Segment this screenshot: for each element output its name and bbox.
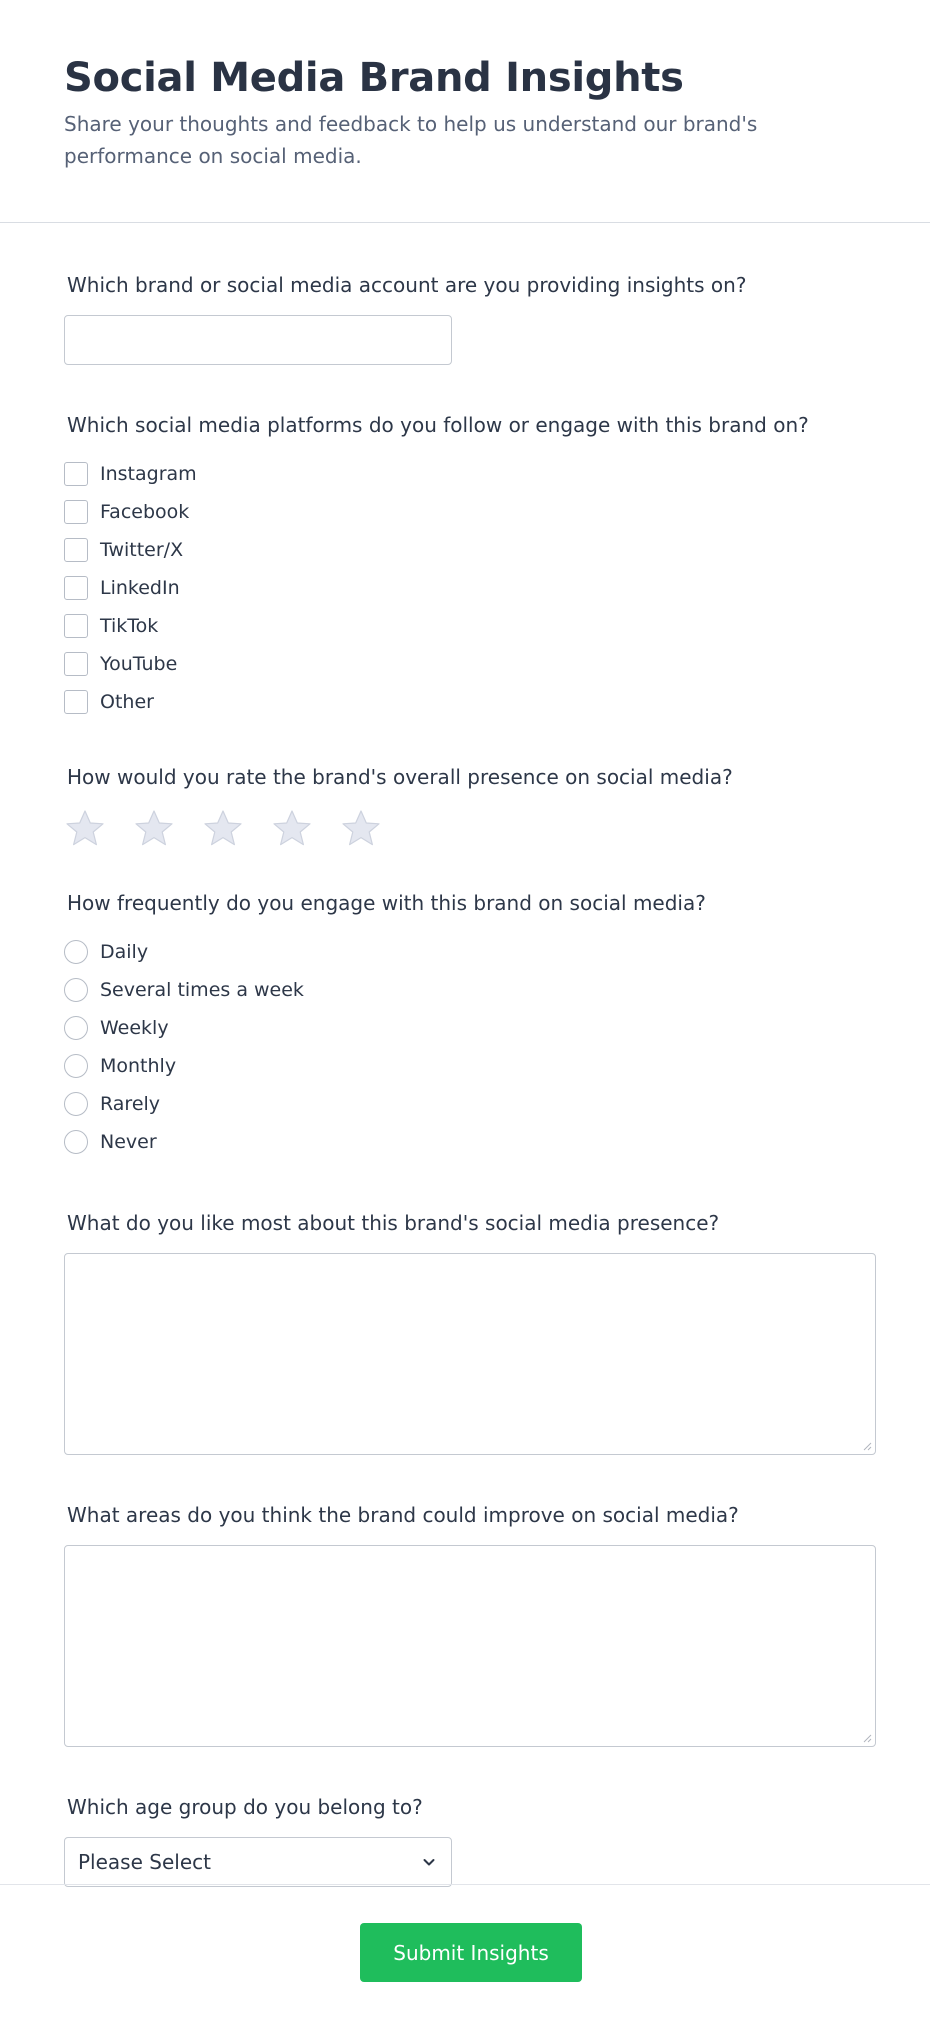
platform-option-label: Other <box>100 691 154 713</box>
star-rating <box>64 807 876 851</box>
platform-option-tiktok[interactable] <box>64 607 876 645</box>
question-platforms-label: Which social media platforms do you follow or engage with this brand on? <box>67 413 809 437</box>
platform-option-label: Facebook <box>100 501 190 523</box>
platform-option-label: YouTube <box>100 653 178 675</box>
radio-button[interactable] <box>64 940 88 964</box>
platform-option-label: TikTok <box>100 615 159 637</box>
platform-checkbox-list <box>64 455 876 721</box>
question-like-label: What do you like most about this brand's social media presence? <box>67 1211 720 1235</box>
platform-option-label: LinkedIn <box>100 577 180 599</box>
platform-option-twitter[interactable] <box>64 531 876 569</box>
platform-option-label: Twitter/X <box>100 539 184 561</box>
frequency-option-several-times-a-week[interactable] <box>64 971 876 1009</box>
checkbox[interactable] <box>64 614 88 638</box>
platform-option-other[interactable] <box>64 683 876 721</box>
survey-form <box>0 271 930 1887</box>
question-brand <box>64 271 876 365</box>
star-icon[interactable] <box>271 808 313 850</box>
form-header <box>0 0 930 223</box>
checkbox[interactable] <box>64 652 88 676</box>
star-icon[interactable] <box>133 808 175 850</box>
checkbox[interactable] <box>64 538 88 562</box>
question-rating <box>64 763 876 851</box>
checkbox[interactable] <box>64 576 88 600</box>
platform-option-linkedin[interactable] <box>64 569 876 607</box>
frequency-option-rarely[interactable] <box>64 1085 876 1123</box>
question-age <box>64 1793 876 1887</box>
submit-insights-button[interactable]: Submit Insights <box>360 1923 582 1982</box>
star-icon[interactable] <box>64 808 106 850</box>
platform-option-instagram[interactable] <box>64 455 876 493</box>
frequency-option-monthly[interactable] <box>64 1047 876 1085</box>
frequency-option-weekly[interactable] <box>64 1009 876 1047</box>
question-improve-label: What areas do you think the brand could improve on social media? <box>67 1503 739 1527</box>
radio-button[interactable] <box>64 1016 88 1040</box>
frequency-option-label: Weekly <box>100 1017 169 1039</box>
frequency-option-daily[interactable] <box>64 933 876 971</box>
page-title: Social Media Brand Insights <box>64 55 684 101</box>
question-frequency-label: How frequently do you engage with this brand on social media? <box>67 891 706 915</box>
age-group-select[interactable] <box>64 1837 452 1887</box>
question-age-label: Which age group do you belong to? <box>67 1795 423 1819</box>
star-icon[interactable] <box>202 808 244 850</box>
resize-grip-icon[interactable] <box>862 1733 872 1743</box>
like-textarea[interactable] <box>64 1253 876 1455</box>
frequency-option-never[interactable] <box>64 1123 876 1161</box>
radio-button[interactable] <box>64 1054 88 1078</box>
improve-textarea[interactable] <box>64 1545 876 1747</box>
checkbox[interactable] <box>64 462 88 486</box>
question-like <box>64 1209 876 1455</box>
platform-option-label: Instagram <box>100 463 197 485</box>
platform-option-facebook[interactable] <box>64 493 876 531</box>
radio-button[interactable] <box>64 1130 88 1154</box>
chevron-down-icon <box>421 1854 437 1870</box>
platform-option-youtube[interactable] <box>64 645 876 683</box>
page-subtitle: Share your thoughts and feedback to help us understand our brand's performance on social media. <box>64 112 758 168</box>
checkbox[interactable] <box>64 690 88 714</box>
brand-input[interactable] <box>64 315 452 365</box>
form-footer <box>0 1884 930 2032</box>
question-rating-label: How would you rate the brand's overall presence on social media? <box>67 765 733 789</box>
age-group-selected-value: Please Select <box>78 1850 211 1874</box>
frequency-option-label: Never <box>100 1131 157 1153</box>
checkbox[interactable] <box>64 500 88 524</box>
question-improve <box>64 1501 876 1747</box>
frequency-option-label: Monthly <box>100 1055 177 1077</box>
frequency-option-label: Rarely <box>100 1093 161 1115</box>
radio-button[interactable] <box>64 1092 88 1116</box>
question-platforms <box>64 411 876 721</box>
question-brand-label: Which brand or social media account are you providing insights on? <box>67 273 747 297</box>
resize-grip-icon[interactable] <box>862 1441 872 1451</box>
frequency-option-label: Daily <box>100 941 149 963</box>
frequency-radio-list <box>64 933 876 1161</box>
question-frequency <box>64 889 876 1161</box>
frequency-option-label: Several times a week <box>100 979 304 1001</box>
star-icon[interactable] <box>340 808 382 850</box>
radio-button[interactable] <box>64 978 88 1002</box>
